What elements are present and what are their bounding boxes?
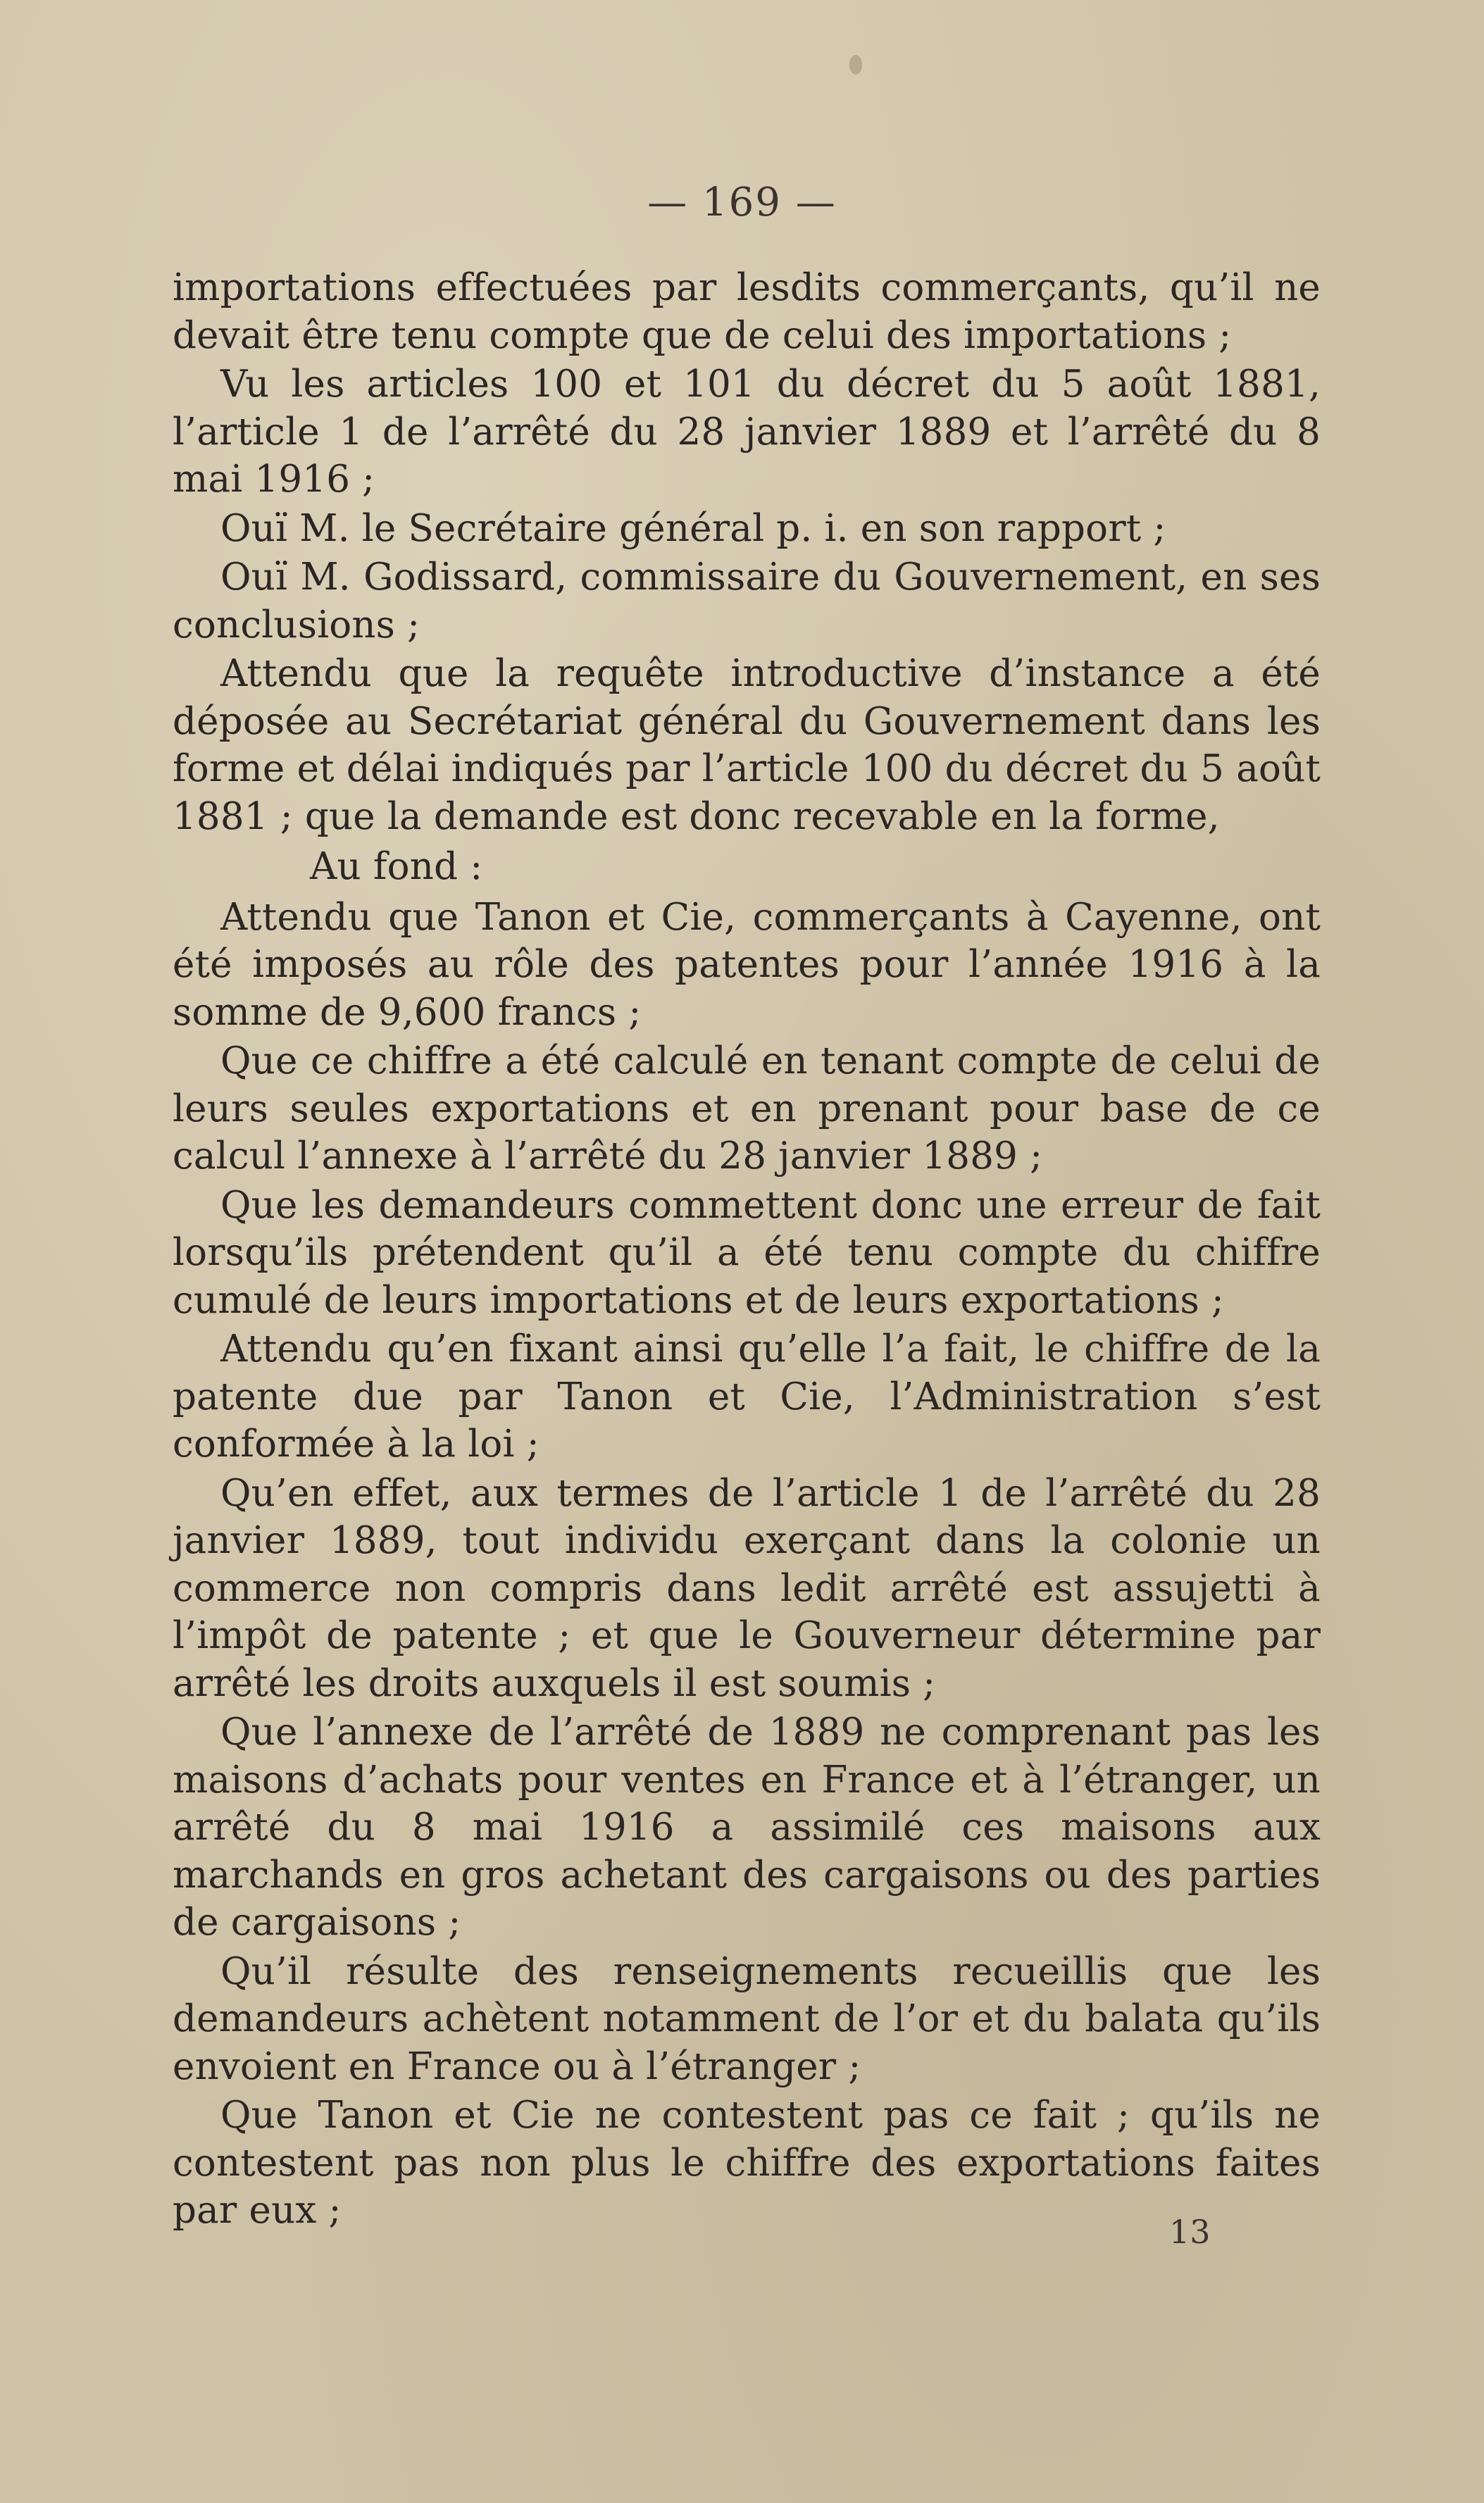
paragraph-vu: Vu les articles 100 et 101 du décret du 5 août 1881, l’article 1 de l’arrêté du 28 janvier 1889 et l’arrêté du 8 mai 1916 ; [173,363,1321,501]
paragraph-attendu-tanon: Attendu que Tanon et Cie, commerçants à Cayenne, ont été imposés au rôle des patentes pour l’année 1916 à la somme de 9,600 francs ; [173,895,1321,1034]
paragraph-continuation: importations effectuées par lesdits commerçants, qu’il ne devait être tenu compte que de celui des importations ; [173,266,1321,357]
paragraph-attendu-requete: Attendu que la requête introductive d’instance a été déposée au Secrétariat général du Gouvernement dans les forme et délai indiqués par l’article 100 du décret du 5 août 1881 ; que la demande est donc recevable en la forme, [173,652,1321,838]
paragraph-attendu-fixant: Attendu qu’en fixant ainsi qu’elle l’a fait, le chiffre de la patente due par Tanon et Cie, l’Administration s’est conformée à la loi ; [173,1328,1321,1466]
signature-mark: 13 [1169,2213,1211,2251]
page-number: — 169 — [647,180,837,225]
section-heading-au-fond: Au fond : [310,845,483,888]
paragraph-ne-contestent: Que Tanon et Cie ne contestent pas ce fait ; qu’ils ne contestent pas non plus le chiffre des exportations faites par eux ; [173,2094,1321,2232]
paragraph-en-effet: Qu’en effet, aux termes de l’article 1 de l’arrêté du 28 janvier 1889, tout individu exerçant dans la colonie un commerce non compris dans ledit arrêté est assujetti à l’impôt de patente ; et que le Gouverneur détermine par arrêté les droits auxquels il est soumis ; [173,1471,1321,1705]
paragraph-oui-godissard: Ouï M. Godissard, commissaire du Gouvernement, en ses conclusions ; [173,556,1321,647]
paragraph-chiffre-calcule: Que ce chiffre a été calculé en tenant compte de celui de leurs seules exportations et en prenant pour base de ce calcul l’annexe à l’arrêté du 28 janvier 1889 ; [173,1040,1321,1178]
paragraph-erreur-de-fait: Que les demandeurs commettent donc une erreur de fait lorsqu’ils prétendent qu’il a été tenu compte du chiffre cumulé de leurs importations et de leurs exportations ; [173,1183,1321,1322]
paragraph-oui-secretaire: Ouï M. le Secrétaire général p. i. en son rapport ; [220,506,1166,550]
paragraph-renseignements: Qu’il résulte des renseignements recueillis que les demandeurs achètent notamment de l’or et du balata qu’ils envoient en France ou à l’étranger ; [173,1949,1321,2088]
paragraph-annexe: Que l’annexe de l’arrêté de 1889 ne comprenant pas les maisons d’achats pour ventes en France et à l’étranger, un arrêté du 8 mai 1916 a assimilé ces maisons aux marchands en gros achetant des cargaisons ou des parties de cargaisons ; [173,1711,1321,1944]
body-text [173,264,1321,2236]
paper-stain [849,55,862,75]
